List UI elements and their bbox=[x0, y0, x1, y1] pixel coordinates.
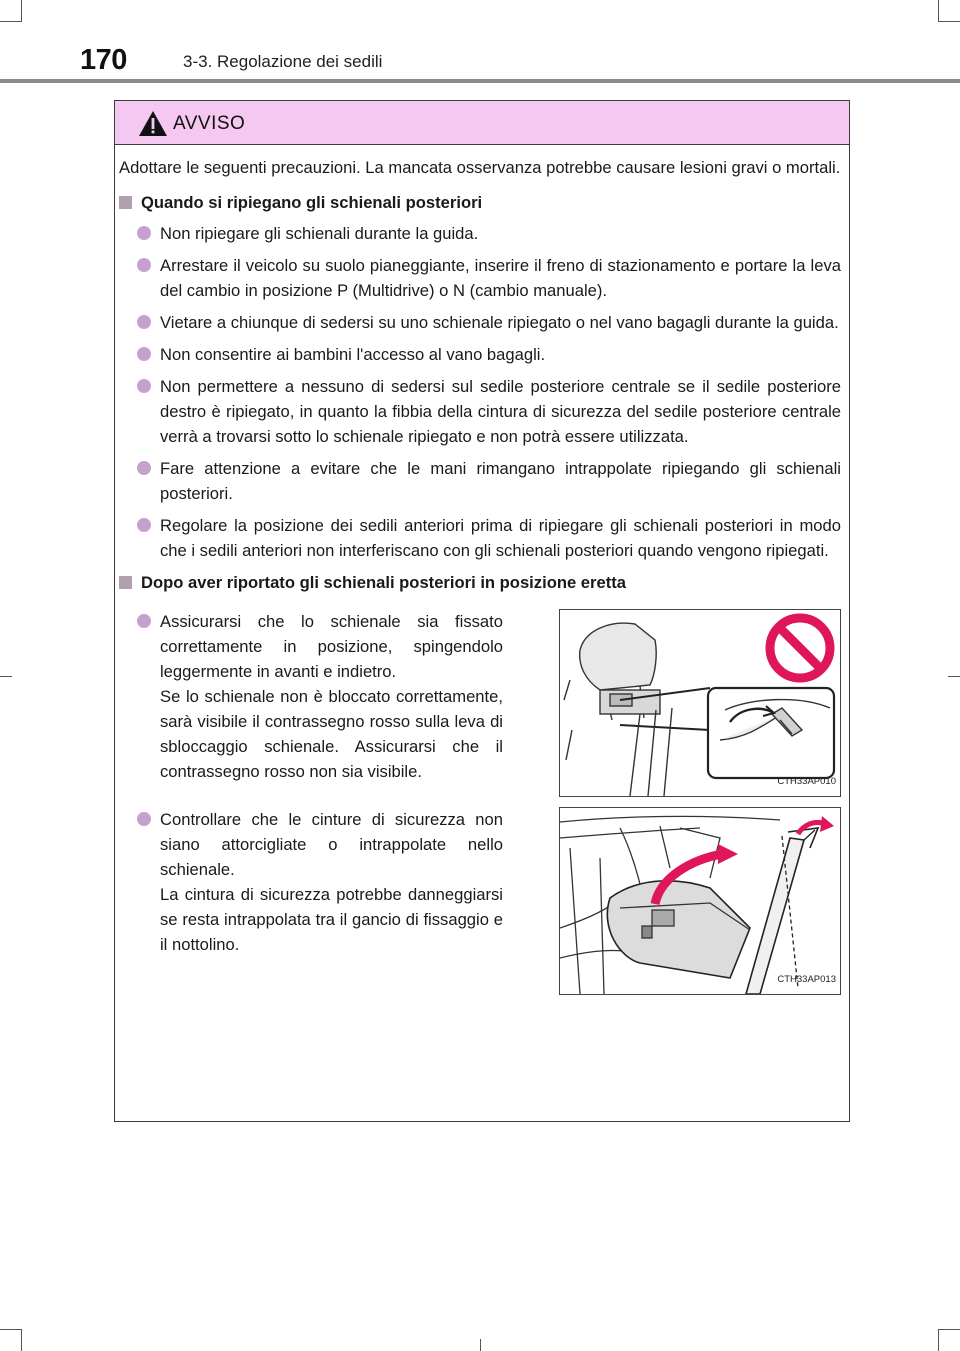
warning-content bbox=[119, 155, 841, 1005]
list-item bbox=[137, 807, 503, 957]
item-text: Assicurarsi che lo schienale sia fissato correttamente in posizione, spingendolo leggermente in avanti e indietro. bbox=[160, 612, 503, 681]
page-header bbox=[0, 0, 960, 86]
figure-code: CTH33AP010 bbox=[777, 776, 836, 787]
item-note: La cintura di sicurezza potrebbe danneggiarsi se resta intrappolata tra il gancio di fissaggio e il nottolino. bbox=[160, 885, 503, 954]
bullet-dot-icon bbox=[137, 315, 151, 329]
warning-intro: Adottare le seguenti precauzioni. La mancata osservanza potrebbe causare lesioni gravi o mortali. bbox=[119, 158, 841, 177]
figure-text bbox=[119, 807, 503, 995]
bullet-dot-icon bbox=[137, 226, 151, 240]
bullet-dot-icon bbox=[137, 379, 151, 393]
crop-mark bbox=[938, 1329, 939, 1351]
list-item: Arrestare il veicolo su suolo pianeggiante, inserire il freno di stazionamento e portare la leva del cambio in posizione P (Multidrive) o N (cambio manuale). bbox=[137, 253, 841, 303]
item-text: Controllare che le cinture di sicurezza non siano attorcigliate o intrappolate nello schienale. bbox=[160, 810, 503, 879]
bullet-dot-icon bbox=[137, 461, 151, 475]
figure-row bbox=[119, 609, 841, 797]
warning-title: AVVISO bbox=[173, 113, 246, 134]
square-bullet-icon bbox=[119, 196, 132, 209]
arrow-icon bbox=[718, 844, 738, 864]
warning-box bbox=[114, 100, 850, 1122]
figure-text bbox=[119, 609, 503, 797]
bullet-dot-icon bbox=[137, 614, 151, 628]
crop-mark bbox=[480, 1339, 481, 1351]
bullet-dot-icon bbox=[137, 812, 151, 826]
crop-mark bbox=[948, 676, 960, 677]
bullet-dot-icon bbox=[137, 347, 151, 361]
square-bullet-icon bbox=[119, 576, 132, 589]
list-item: Non ripiegare gli schienali durante la guida. bbox=[137, 221, 841, 246]
chapter-title: 3-3. Regolazione dei sedili bbox=[183, 52, 383, 71]
list-item: Non permettere a nessuno di sedersi sul sedile posteriore centrale se il sedile posteriore destro è ripiegato, in quanto la fibbia della cintura di sicurezza del sedile posteriore centrale verrà a trovarsi sotto lo schienale ripiegato e non potrà essere utilizzata. bbox=[137, 374, 841, 449]
header-rule bbox=[0, 79, 960, 83]
seatbelt-illustration bbox=[559, 807, 841, 995]
section-heading: Dopo aver riportato gli schienali posteriori in posizione eretta bbox=[119, 570, 841, 595]
section-heading: Quando si ripiegano gli schienali posteriori bbox=[119, 190, 841, 215]
bullet-dot-icon bbox=[137, 518, 151, 532]
list-item: Non consentire ai bambini l'accesso al vano bagagli. bbox=[137, 342, 841, 367]
page-number: 170 bbox=[80, 44, 127, 76]
bullet-dot-icon bbox=[137, 258, 151, 272]
prohibition-icon bbox=[770, 618, 830, 678]
warning-triangle-icon bbox=[138, 110, 168, 137]
list-item: Fare attenzione a evitare che le mani rimangano intrappolate ripiegando gli schienali posteriori. bbox=[137, 456, 841, 506]
warning-header bbox=[115, 101, 849, 145]
seat-lock-illustration bbox=[559, 609, 841, 797]
figure-row bbox=[119, 807, 841, 995]
crop-mark bbox=[21, 1329, 22, 1351]
list-item: Regolare la posizione dei sedili anteriori prima di ripiegare gli schienali posteriori in modo che i sedili anteriori non interferiscano con gli schienali posteriori quando vengono ripiegati. bbox=[137, 513, 841, 563]
crop-mark bbox=[0, 1329, 22, 1330]
item-note: Se lo schienale non è bloccato correttamente, sarà visibile il contrassegno rosso sulla leva di sbloccaggio schienale. Assicurarsi che il contrassegno rosso non sia visibile. bbox=[160, 687, 503, 781]
arrow-icon bbox=[820, 816, 834, 832]
figure-code: CTH33AP013 bbox=[777, 974, 836, 985]
crop-mark bbox=[0, 676, 12, 677]
crop-mark bbox=[938, 1329, 960, 1330]
list-item bbox=[137, 609, 503, 784]
list-item: Vietare a chiunque di sedersi su uno schienale ripiegato o nel vano bagagli durante la guida. bbox=[137, 310, 841, 335]
